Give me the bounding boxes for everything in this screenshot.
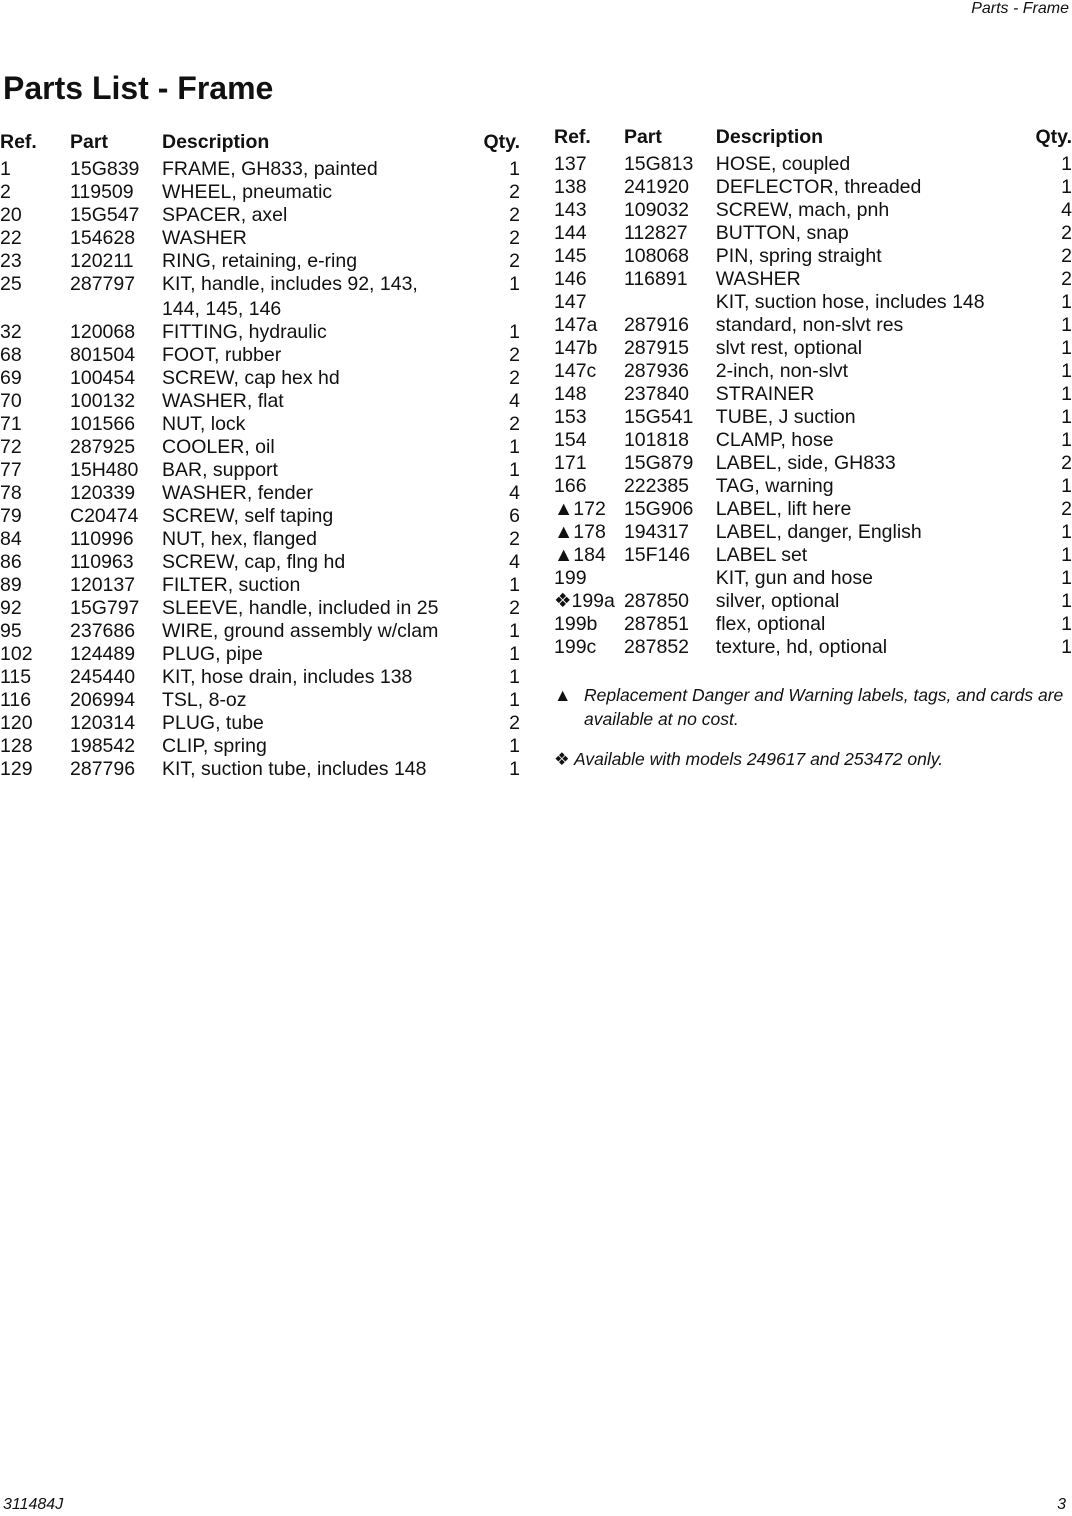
description-cell: LABEL, side, GH833 xyxy=(715,452,896,474)
table-row xyxy=(0,227,520,250)
ref-cell: ▲178 xyxy=(554,521,606,543)
qty-cell: 4 xyxy=(509,551,520,573)
table-row xyxy=(0,367,520,390)
description-cell: PLUG, pipe xyxy=(162,643,263,665)
table-row xyxy=(0,390,520,413)
ref-cell: 154 xyxy=(554,429,587,451)
part-number-cell: 100132 xyxy=(70,390,136,412)
qty-cell: 1 xyxy=(509,758,520,780)
ref-cell: 84 xyxy=(0,528,22,550)
description-cell: flex, optional xyxy=(715,613,826,635)
qty-cell: 1 xyxy=(1061,337,1072,359)
ref-cell: 102 xyxy=(0,643,33,665)
part-number-cell: 101566 xyxy=(70,413,136,435)
footnote-model-availability xyxy=(554,747,1072,771)
column-header-description: Description xyxy=(162,131,270,153)
description-cell: KIT, hose drain, includes 138 xyxy=(162,666,413,688)
qty-cell: 1 xyxy=(1061,636,1072,658)
part-number-cell: 120068 xyxy=(70,321,136,343)
table-row xyxy=(554,245,1072,268)
description-cell: TUBE, J suction xyxy=(715,406,856,428)
running-header: Parts - Frame xyxy=(971,0,1069,17)
description-cell: CLIP, spring xyxy=(162,735,267,757)
part-number-cell: 119509 xyxy=(70,181,134,203)
qty-cell: 1 xyxy=(1061,176,1072,198)
description-cell: PIN, spring straight xyxy=(715,245,882,267)
description-cell: STRAINER xyxy=(715,383,815,405)
footnote-text: Available with models 249617 and 253472 only. xyxy=(574,749,944,769)
table-header-row xyxy=(0,130,520,158)
parts-table-right-body xyxy=(554,153,1072,659)
table-row xyxy=(554,360,1072,383)
part-number-cell: 15G906 xyxy=(623,498,694,520)
description-cell: CLAMP, hose xyxy=(715,429,834,451)
part-number-cell: 15G813 xyxy=(623,153,694,175)
description-cell: FOOT, rubber xyxy=(162,344,282,366)
table-row xyxy=(0,413,520,436)
qty-cell: 1 xyxy=(1061,406,1072,428)
qty-cell: 4 xyxy=(509,390,520,412)
ref-cell: 129 xyxy=(0,758,33,780)
table-row xyxy=(0,620,520,643)
part-number-cell: 194317 xyxy=(623,521,690,543)
column-header-ref: Ref. xyxy=(0,131,37,153)
ref-cell: 25 xyxy=(0,273,22,295)
part-number-cell xyxy=(624,567,716,590)
qty-cell: 1 xyxy=(509,689,520,711)
part-number-cell: 237686 xyxy=(70,620,136,642)
description-cell: LABEL set xyxy=(715,544,808,566)
description-cell: SCREW, mach, pnh xyxy=(715,199,890,221)
table-row xyxy=(0,344,520,367)
ref-cell: 79 xyxy=(0,505,22,527)
part-number-cell: 15F146 xyxy=(623,544,691,566)
part-number-cell xyxy=(624,291,716,314)
part-number-cell: 287796 xyxy=(70,758,136,780)
ref-cell: 166 xyxy=(554,475,587,497)
description-cell: texture, hd, optional xyxy=(715,636,888,658)
part-number-cell: 100454 xyxy=(70,367,136,389)
part-number-cell: 116891 xyxy=(623,268,688,290)
ref-cell: 147a xyxy=(554,314,598,336)
qty-cell: 2 xyxy=(509,712,520,734)
table-row xyxy=(0,505,520,528)
page-number: 3 xyxy=(1057,1496,1066,1513)
table-row xyxy=(0,551,520,574)
qty-cell: 1 xyxy=(509,158,520,180)
column-header-ref: Ref. xyxy=(554,126,591,148)
table-row xyxy=(554,498,1072,521)
table-header-row xyxy=(554,125,1072,153)
part-number-cell: 198542 xyxy=(70,735,136,757)
part-number-cell: 101818 xyxy=(623,429,690,451)
parts-table-left-body xyxy=(0,158,520,781)
description-cell xyxy=(162,273,482,321)
table-row xyxy=(554,176,1072,199)
description-cell: FILTER, suction xyxy=(162,574,301,596)
qty-cell: 2 xyxy=(509,344,520,366)
qty-cell: 1 xyxy=(1061,544,1072,566)
part-number-cell: 109032 xyxy=(623,199,690,221)
part-number-cell: 287916 xyxy=(623,314,690,336)
part-number-cell: 112827 xyxy=(623,222,688,244)
table-row xyxy=(554,153,1072,176)
qty-cell: 2 xyxy=(1061,452,1072,474)
description-cell: WASHER, flat xyxy=(162,390,284,412)
qty-cell: 1 xyxy=(509,620,520,642)
part-number-cell: 287915 xyxy=(623,337,690,359)
table-row xyxy=(0,666,520,689)
part-number-cell: 287797 xyxy=(70,273,136,295)
part-number-cell: 120339 xyxy=(70,482,136,504)
table-row xyxy=(0,181,520,204)
qty-cell: 1 xyxy=(1061,475,1072,497)
table-row xyxy=(554,567,1072,590)
qty-cell: 2 xyxy=(509,181,520,203)
table-row xyxy=(554,636,1072,659)
diamond-icon: ❖ xyxy=(554,749,570,769)
description-cell: HOSE, coupled xyxy=(715,153,851,175)
part-number-cell: 15H480 xyxy=(70,459,139,481)
description-cell: SPACER, axel xyxy=(162,204,288,226)
ref-cell: 145 xyxy=(554,245,587,267)
ref-cell: 20 xyxy=(0,204,22,226)
part-number-cell: 206994 xyxy=(70,689,136,711)
qty-cell: 1 xyxy=(509,643,520,665)
part-number-cell: 120211 xyxy=(70,250,134,272)
table-row xyxy=(0,459,520,482)
qty-cell: 2 xyxy=(509,367,520,389)
ref-cell: 23 xyxy=(0,250,22,272)
description-cell: WIRE, ground assembly w/clam xyxy=(162,620,439,642)
ref-cell: 70 xyxy=(0,390,22,412)
ref-cell: 115 xyxy=(0,666,32,688)
table-row xyxy=(554,406,1072,429)
table-row xyxy=(554,314,1072,337)
description-cell: NUT, hex, flanged xyxy=(162,528,318,550)
parts-table-left xyxy=(0,130,520,781)
description-cell: TSL, 8-oz xyxy=(162,689,247,711)
description-cell: FRAME, GH833, painted xyxy=(162,158,378,180)
table-row xyxy=(0,436,520,459)
description-cell: SLEEVE, handle, included in 25 xyxy=(162,597,439,619)
part-number-cell: 287925 xyxy=(70,436,136,458)
document-number: 311484J xyxy=(3,1496,64,1513)
description-cell: slvt rest, optional xyxy=(715,337,863,359)
ref-cell: 147b xyxy=(554,337,598,359)
ref-cell: 138 xyxy=(554,176,587,198)
description-cell: RING, retaining, e-ring xyxy=(162,250,358,272)
ref-cell: 95 xyxy=(0,620,22,642)
column-header-qty: Qty. xyxy=(1035,126,1072,148)
ref-cell: 77 xyxy=(0,459,22,481)
column-header-part: Part xyxy=(623,126,662,148)
qty-cell: 2 xyxy=(1061,222,1072,244)
table-row xyxy=(554,337,1072,360)
ref-cell: 2 xyxy=(0,181,11,203)
ref-cell: 147 xyxy=(554,291,587,313)
table-row xyxy=(0,735,520,758)
table-row xyxy=(0,574,520,597)
ref-cell: 120 xyxy=(0,712,33,734)
part-number-cell: 15G879 xyxy=(623,452,694,474)
ref-cell: 89 xyxy=(0,574,22,596)
part-number-cell: 237840 xyxy=(623,383,690,405)
table-row xyxy=(0,250,520,273)
part-number-cell: 241920 xyxy=(623,176,690,198)
ref-cell: ❖199a xyxy=(554,590,615,612)
description-cell: WASHER, fender xyxy=(162,482,313,504)
table-row xyxy=(554,521,1072,544)
ref-cell: 199c xyxy=(554,636,597,658)
ref-cell: ▲184 xyxy=(554,544,606,566)
qty-cell: 2 xyxy=(1061,498,1072,520)
description-cell: BAR, support xyxy=(162,459,278,481)
ref-cell: 171 xyxy=(554,452,587,474)
ref-cell: 71 xyxy=(0,413,22,435)
ref-cell: 148 xyxy=(554,383,587,405)
qty-cell: 2 xyxy=(509,250,520,272)
ref-cell: 72 xyxy=(0,436,22,458)
qty-cell: 2 xyxy=(1061,268,1072,290)
ref-cell: 22 xyxy=(0,227,22,249)
table-row xyxy=(0,758,520,781)
table-row xyxy=(554,268,1072,291)
parts-table-right xyxy=(554,125,1072,659)
description-cell: standard, non-slvt res xyxy=(715,314,904,336)
qty-cell: 6 xyxy=(509,505,520,527)
qty-cell: 4 xyxy=(509,482,520,504)
qty-cell: 1 xyxy=(1061,383,1072,405)
column-header-part: Part xyxy=(70,131,108,153)
table-row xyxy=(554,199,1072,222)
qty-cell: 1 xyxy=(1061,153,1072,175)
description-cell: TAG, warning xyxy=(715,475,834,497)
table-row xyxy=(0,643,520,666)
qty-cell: 1 xyxy=(1061,429,1072,451)
description-cell: DEFLECTOR, threaded xyxy=(715,176,922,198)
table-row xyxy=(0,597,520,620)
table-row xyxy=(0,321,520,344)
ref-cell: 92 xyxy=(0,597,22,619)
part-number-cell: 245440 xyxy=(70,666,136,688)
table-row xyxy=(554,291,1072,314)
part-number-cell: 287852 xyxy=(623,636,690,658)
description-cell: SCREW, cap hex hd xyxy=(162,367,340,389)
qty-cell: 1 xyxy=(1061,567,1072,589)
table-row xyxy=(0,273,520,321)
table-row xyxy=(0,482,520,505)
qty-cell: 1 xyxy=(1061,521,1072,543)
table-row xyxy=(0,689,520,712)
part-number-cell: 124489 xyxy=(70,643,136,665)
description-cell: SCREW, cap, flng hd xyxy=(162,551,346,573)
column-header-qty: Qty. xyxy=(483,131,520,153)
description-cell: COOLER, oil xyxy=(162,436,275,458)
part-number-cell: 110996 xyxy=(70,528,134,550)
triangle-icon: ▲ xyxy=(554,685,572,705)
part-number-cell: 801504 xyxy=(70,344,136,366)
column-header-description: Description xyxy=(715,126,824,148)
ref-cell: 78 xyxy=(0,482,22,504)
description-cell: PLUG, tube xyxy=(162,712,264,734)
part-number-cell: 15G797 xyxy=(70,597,140,619)
ref-cell: 68 xyxy=(0,344,22,366)
table-row xyxy=(554,590,1072,613)
qty-cell: 2 xyxy=(509,204,520,226)
table-row xyxy=(0,712,520,735)
footnote-replacement-labels xyxy=(554,683,1072,731)
qty-cell: 1 xyxy=(509,273,520,295)
qty-cell: 1 xyxy=(509,735,520,757)
ref-cell: 143 xyxy=(554,199,587,221)
table-row xyxy=(554,544,1072,567)
table-row xyxy=(554,222,1072,245)
ref-cell: 116 xyxy=(0,689,32,711)
qty-cell: 2 xyxy=(509,528,520,550)
part-number-cell: 120314 xyxy=(70,712,136,734)
qty-cell: 1 xyxy=(509,459,520,481)
qty-cell: 2 xyxy=(509,413,520,435)
table-row xyxy=(554,383,1072,406)
table-row xyxy=(554,429,1072,452)
qty-cell: 1 xyxy=(1061,360,1072,382)
description-cell: LABEL, danger, English xyxy=(715,521,922,543)
part-number-cell: 154628 xyxy=(70,227,136,249)
ref-cell: 144 xyxy=(554,222,587,244)
qty-cell: 1 xyxy=(1061,314,1072,336)
qty-cell: 2 xyxy=(1061,245,1072,267)
description-cell: KIT, suction tube, includes 148 xyxy=(162,758,427,780)
parts-table-left-column xyxy=(0,130,520,781)
part-number-cell: 287851 xyxy=(623,613,690,635)
ref-cell: 199 xyxy=(554,567,587,589)
page-title: Parts List - Frame xyxy=(3,70,274,106)
description-cell: WHEEL, pneumatic xyxy=(162,181,333,203)
part-number-cell: 15G541 xyxy=(623,406,694,428)
footnotes xyxy=(554,683,1072,787)
description-cell: NUT, lock xyxy=(162,413,246,435)
qty-cell: 1 xyxy=(1061,590,1072,612)
part-number-cell: 108068 xyxy=(623,245,690,267)
ref-cell: ▲172 xyxy=(554,498,606,520)
description-cell: BUTTON, snap xyxy=(715,222,849,244)
ref-cell: 147c xyxy=(554,360,597,382)
part-number-cell: 287936 xyxy=(623,360,690,382)
description-line: KIT, handle, includes 92, 143, xyxy=(162,273,418,295)
qty-cell: 1 xyxy=(509,574,520,596)
footnote-text: Replacement Danger and Warning labels, tags, and cards are available at no cost. xyxy=(584,685,1064,729)
part-number-cell: 120137 xyxy=(70,574,136,596)
ref-cell: 128 xyxy=(0,735,33,757)
table-row xyxy=(554,452,1072,475)
table-row xyxy=(554,613,1072,636)
table-row xyxy=(0,528,520,551)
description-cell: 2-inch, non-slvt xyxy=(715,360,849,382)
parts-table-right-column xyxy=(554,125,1072,659)
ref-cell: 1 xyxy=(0,158,11,180)
description-cell: WASHER xyxy=(715,268,801,290)
ref-cell: 153 xyxy=(554,406,587,428)
ref-cell: 146 xyxy=(554,268,587,290)
part-number-cell: 222385 xyxy=(623,475,690,497)
table-row xyxy=(0,204,520,227)
qty-cell: 4 xyxy=(1061,199,1072,221)
part-number-cell: C20474 xyxy=(70,505,139,527)
qty-cell: 1 xyxy=(509,436,520,458)
ref-cell: 137 xyxy=(554,153,587,175)
description-cell: silver, optional xyxy=(715,590,840,612)
description-line-continued: 144, 145, 146 xyxy=(162,298,282,320)
qty-cell: 1 xyxy=(1061,613,1072,635)
description-cell: KIT, gun and hose xyxy=(715,567,873,589)
description-cell: SCREW, self taping xyxy=(162,505,334,527)
description-cell: LABEL, lift here xyxy=(715,498,852,520)
ref-cell: 69 xyxy=(0,367,22,389)
qty-cell: 1 xyxy=(509,321,520,343)
qty-cell: 2 xyxy=(509,597,520,619)
ref-cell: 32 xyxy=(0,321,22,343)
description-cell: FITTING, hydraulic xyxy=(162,321,327,343)
ref-cell: 86 xyxy=(0,551,22,573)
table-row xyxy=(0,158,520,181)
qty-cell: 1 xyxy=(509,666,520,688)
part-number-cell: 15G547 xyxy=(70,204,140,226)
table-row xyxy=(554,475,1072,498)
description-cell: KIT, suction hose, includes 148 xyxy=(715,291,985,313)
qty-cell: 2 xyxy=(509,227,520,249)
part-number-cell: 110963 xyxy=(70,551,134,573)
part-number-cell: 287850 xyxy=(623,590,690,612)
ref-cell: 199b xyxy=(554,613,598,635)
description-cell: WASHER xyxy=(162,227,247,249)
qty-cell: 1 xyxy=(1061,291,1072,313)
part-number-cell: 15G839 xyxy=(70,158,140,180)
